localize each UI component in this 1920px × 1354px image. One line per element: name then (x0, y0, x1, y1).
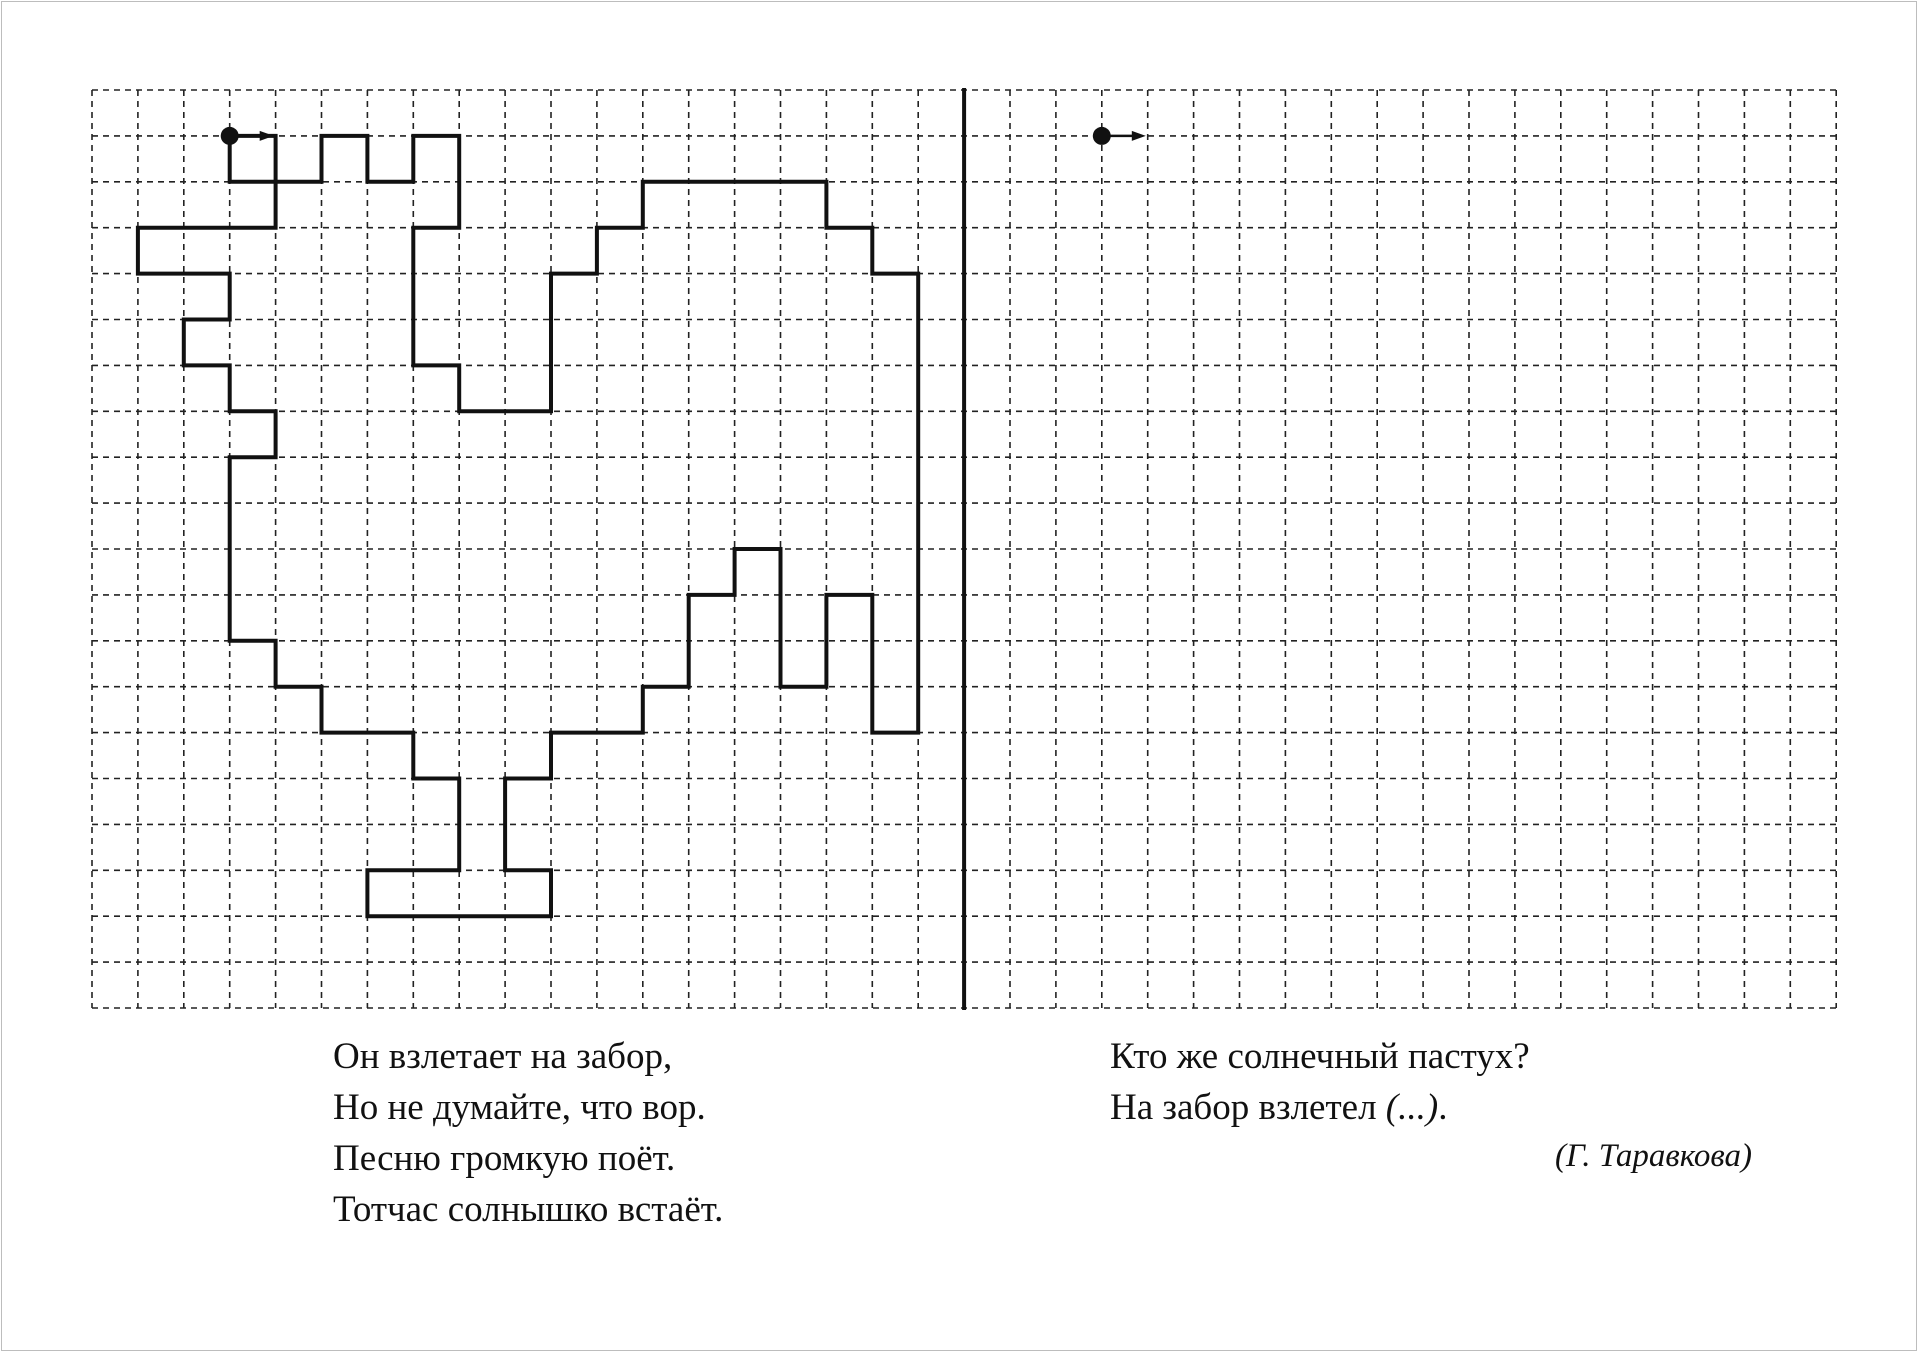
arrow-head-icon (260, 131, 274, 141)
start-dot (221, 127, 239, 145)
start-point-left (221, 127, 274, 145)
poem-line: Он взлетает на забор, (333, 1036, 673, 1077)
author-credit: (Г. Таравкова) (1554, 1138, 1752, 1174)
poem-line: Кто же солнечный пастух? (1110, 1036, 1530, 1077)
poem-line (1110, 1082, 1530, 1133)
poem-line: Тотчас солнышко встаёт. (333, 1189, 724, 1230)
start-dot (1093, 127, 1111, 145)
rooster-drawing-path (138, 136, 918, 916)
poem-line-text: На забор взлетел (1110, 1087, 1386, 1128)
arrow-head-icon (1132, 131, 1146, 141)
poem-line-end: . (1438, 1087, 1448, 1128)
answer-blank: (...) (1385, 1087, 1439, 1128)
start-point-right (1093, 127, 1146, 145)
poem-right (1110, 1031, 1530, 1133)
poem-line: Но не думайте, что вор. (333, 1087, 706, 1128)
poem-left (333, 1031, 723, 1235)
poem-line: Песню громкую поёт. (333, 1138, 676, 1179)
